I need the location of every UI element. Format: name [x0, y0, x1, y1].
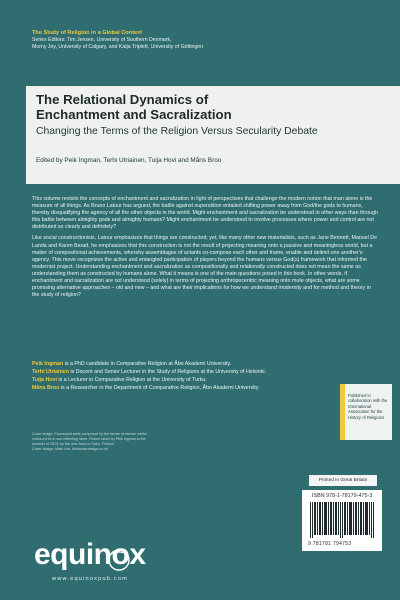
bio-name: Tuija Hovi	[32, 377, 57, 383]
bio-text: is a Researcher in the Department of Comparative Religion, Åbo Akademi University.	[59, 385, 260, 391]
bio-text: is a Lecturer in Comparative Religion at the University of Turku.	[56, 377, 207, 383]
abstract-paragraph-2: Like social constructionists, Latour emphasizes that things are constructed; yet, like many other new materialists, such as Jane Bennett, Manuel De Landa and Karen Barad, he emphasizes that this construction is not the result of projecting meaning onto a passive and meaningless world, but a matter of compositional achievements, whereby assemblages of actants co-compose each other and frame, enable and delimit one another's agency. This move recognizes the active and entangled participation of players beyond the humans versus God(s) framework that informed the modernist project. Understanding enchantment and sacralization as compositionally and relationally constructed does not mean the same as understanding them as constructed by humans alone. What it means is one of the main questions posed in this book. In other words, if enchantment and sacralization are not understood (solely) in terms of projecting anthropocentric meaning onto mute objects, what are some promising alternative approaches – old and new – and what are their implications for how we understand modernity and for method and theory in the study of religion?	[32, 235, 378, 299]
bio-name: Peik Ingman	[32, 361, 64, 367]
bio-item	[32, 369, 282, 376]
abstract-paragraph-1: This volume revisits the concepts of enchantment and sacralization in light of perspectives that challenge the modern notion that man alone is the measure of all things. As Bruno Latour has argued, the battle against superstition entailed shifting power away from God/the gods to humans, thereby disqualifying the agency of all the other objects in the world. Might enchantment and sacralization be understood in other ways than through this battle between almighty gods and almighty humans? Might enchantment be understood to involve processes where power and control are not distributed so clearly and definitely?	[32, 196, 378, 231]
book-editors: Edited by Peik Ingman, Terhi Utriainen, Tuija Hovi and Måns Broo	[36, 157, 222, 164]
series-editors-line1: Series Editors: Tim Jensen, University of Southern Denmark,	[32, 37, 172, 43]
bio-item	[32, 361, 282, 368]
contributor-bios	[32, 361, 282, 393]
credits-line: Cover design: Mark Lee, fishtankerdesign.co.uk	[32, 447, 108, 451]
bio-name: Terhi Utriainen	[32, 369, 69, 375]
series-editors-line2: Morny Joy, University of Calgary, and Katja Triplett, University of Göttingen	[32, 44, 204, 50]
book-title-line2: Enchantment and Sacralization	[36, 107, 232, 122]
book-subtitle: Changing the Terms of the Religion Versus Secularity Debate	[36, 126, 318, 137]
book-title-line1: The Relational Dynamics of	[36, 92, 209, 107]
bio-item	[32, 385, 282, 392]
bio-name: Måns Broo	[32, 385, 60, 391]
bio-text: is a PhD candidate in Comparative Religion at Åbo Akademi University.	[63, 361, 232, 367]
cover-credits	[32, 432, 272, 452]
series-name: The Study of Religion in a Global Context	[32, 30, 143, 36]
abstract	[32, 196, 378, 303]
printed-label: Printed in Great Britain	[309, 475, 377, 486]
credits-line: Cover image: Communal wells composed by the larvae of ermine moths	[32, 432, 147, 436]
iahr-accent-bar	[340, 384, 345, 440]
series-info	[32, 30, 382, 51]
isbn-label: ISBN 978-1-78179-475-3	[312, 493, 373, 499]
credits-line: cloths a tree in sun-reflecting silver. Picture taken by Peik Ingman in the	[32, 437, 146, 441]
iahr-text: Published in collaboration with the International Association for the History of Religions	[348, 393, 388, 420]
credits-line: summer of 2013, by the river Aura in Turku, Finland.	[32, 442, 115, 446]
bio-text: is Docent and Senior Lecturer in the Study of Religions at the University of Helsinki.	[69, 369, 266, 375]
publisher-logo: equinox	[34, 538, 146, 571]
publisher-url[interactable]: www.equinoxpub.com	[52, 576, 129, 582]
title-band	[26, 86, 400, 184]
barcode-icon	[310, 502, 374, 538]
bio-item	[32, 377, 282, 384]
barcode-number: 9 781781 794753	[308, 541, 352, 547]
